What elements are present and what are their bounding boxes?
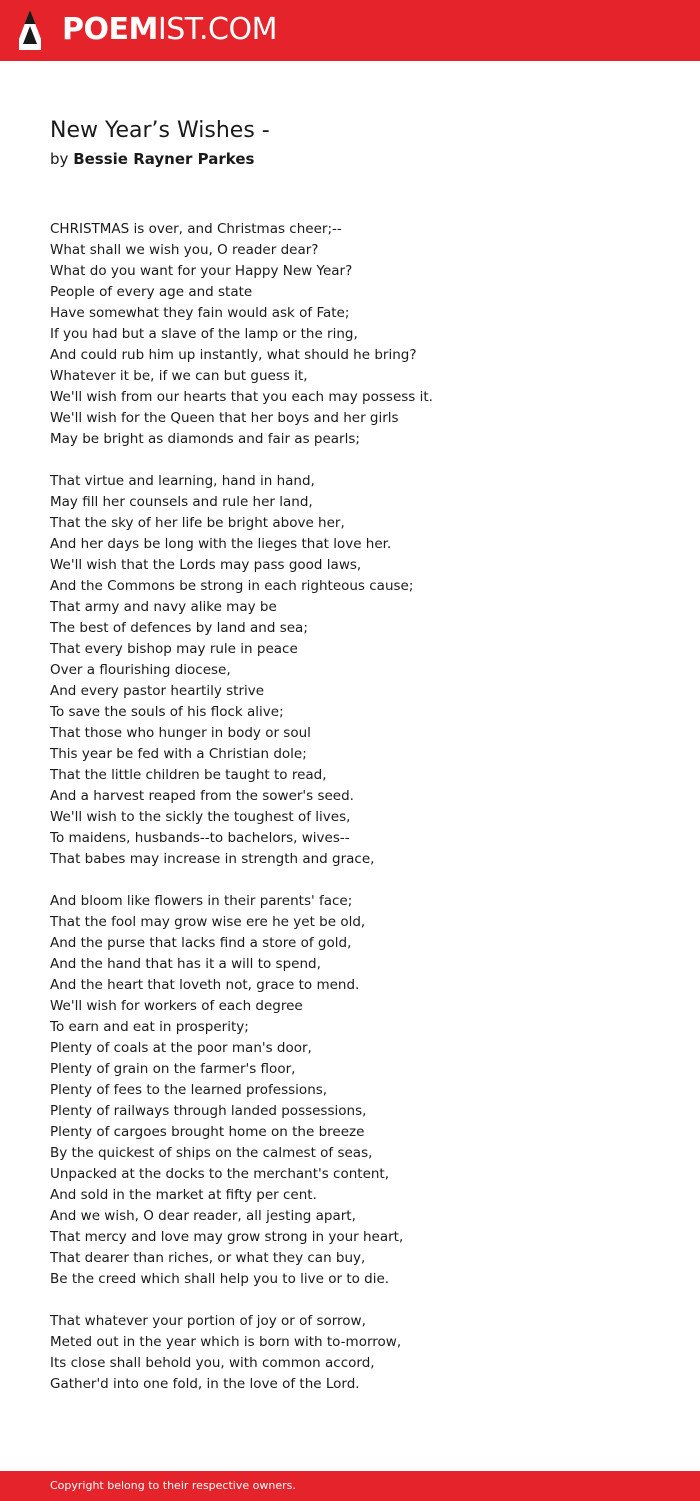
poem-line: That babes may increase in strength and grace, [50,851,375,867]
poem-stanza [50,471,670,870]
poem-line: And her days be long with the lieges that love her. [50,536,392,552]
poem-stanza [50,219,670,450]
poem-line: And the Commons be strong in each righteous cause; [50,578,414,594]
poem-line: That mercy and love may grow strong in your heart, [50,1229,404,1245]
poem-line: That those who hunger in body or soul [50,725,311,741]
poem-line: That the little children be taught to read, [50,767,327,783]
poem-line: That dearer than riches, or what they can buy, [50,1250,366,1266]
poem-stanza [50,891,670,1290]
poem-line: This year be fed with a Christian dole; [50,746,307,762]
site-footer [0,1471,700,1501]
poem-line: Unpacked at the docks to the merchant's content, [50,1166,390,1182]
poem-line: That the sky of her life be bright above her, [50,515,345,531]
poem-line: Plenty of railways through landed possessions, [50,1103,367,1119]
poem-stanza [50,1311,670,1395]
poem-line: That whatever your portion of joy or of sorrow, [50,1313,366,1329]
poem-line: What do you want for your Happy New Year? [50,263,353,279]
poem-line: To maidens, husbands--to bachelors, wives-- [50,830,350,846]
poem-byline [50,149,254,169]
poem-line: May fill her counsels and rule her land, [50,494,313,510]
poem-line: Plenty of fees to the learned professions, [50,1082,328,1098]
poem-line: Plenty of cargoes brought home on the breeze [50,1124,365,1140]
poem-line: Plenty of grain on the farmer's floor, [50,1061,296,1077]
logo-light-part: IST.COM [157,12,277,47]
pencil-tip-icon[interactable] [18,9,42,51]
poem-line: Meted out in the year which is born with to-morrow, [50,1334,402,1350]
poem-line: That the fool may grow wise ere he yet be old, [50,914,366,930]
poem-line: The best of defences by land and sea; [50,620,308,636]
poem-line: And we wish, O dear reader, all jesting apart, [50,1208,356,1224]
poem-line: CHRISTMAS is over, and Christmas cheer;-- [50,221,342,237]
poem-line: To earn and eat in prosperity; [50,1019,249,1035]
poem-line: Gather'd into one fold, in the love of the Lord. [50,1376,360,1392]
poem-title: New Year’s Wishes - [50,118,270,143]
copyright-notice: Copyright belong to their respective owners. [50,1479,296,1492]
site-header [0,0,700,61]
poem-line: We'll wish to the sickly the toughest of lives, [50,809,351,825]
poem-line: And bloom like flowers in their parents' face; [50,893,353,909]
poem-line: And sold in the market at fifty per cent. [50,1187,317,1203]
poem-line: Over a flourishing diocese, [50,662,231,678]
poem-line: Whatever it be, if we can but guess it, [50,368,308,384]
poem-line: People of every age and state [50,284,253,300]
poem-line: May be bright as diamonds and fair as pearls; [50,431,360,447]
poem-line: That virtue and learning, hand in hand, [50,473,315,489]
poem-line: And the purse that lacks find a store of gold, [50,935,352,951]
poem-line: What shall we wish you, O reader dear? [50,242,319,258]
poem-line: If you had but a slave of the lamp or the ring, [50,326,358,342]
poem-line: By the quickest of ships on the calmest of seas, [50,1145,373,1161]
poem-author: Bessie Rayner Parkes [73,150,255,168]
poem-line: Its close shall behold you, with common accord, [50,1355,375,1371]
poem-line: We'll wish for the Queen that her boys and her girls [50,410,399,426]
by-label: by [50,150,69,168]
poem-line: To save the souls of his flock alive; [50,704,284,720]
poem-line: And could rub him up instantly, what should he bring? [50,347,417,363]
poem-line: We'll wish for workers of each degree [50,998,303,1014]
poem-line: Have somewhat they fain would ask of Fate; [50,305,350,321]
poem-line: We'll wish that the Lords may pass good laws, [50,557,362,573]
poem-line: Plenty of coals at the poor man's door, [50,1040,312,1056]
poem-body [50,219,670,1416]
poem-line: And a harvest reaped from the sower's seed. [50,788,354,804]
site-logo[interactable] [62,12,277,48]
poem-line: That every bishop may rule in peace [50,641,298,657]
poem-line: That army and navy alike may be [50,599,277,615]
poem-line: And every pastor heartily strive [50,683,265,699]
poem-line: Be the creed which shall help you to live or to die. [50,1271,390,1287]
poem-line: And the hand that has it a will to spend, [50,956,321,972]
poem-line: And the heart that loveth not, grace to mend. [50,977,360,993]
logo-bold-part: POEM [62,12,158,47]
poem-line: We'll wish from our hearts that you each may possess it. [50,389,433,405]
